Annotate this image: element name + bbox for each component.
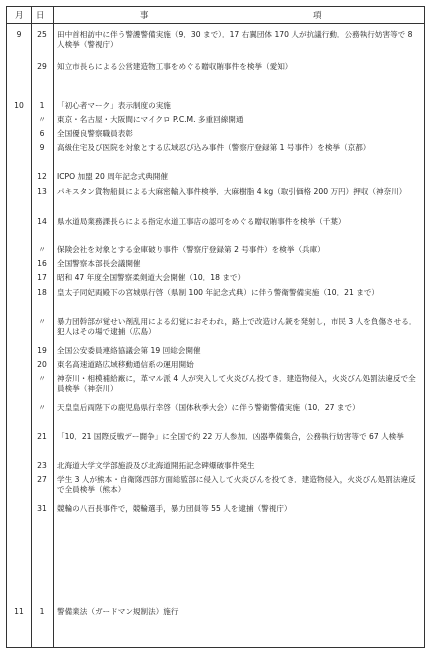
day-cell: 〃 (38, 374, 46, 383)
event-text: 全国警察本部長会議開催 (57, 259, 141, 268)
event-text: 東京・名古屋・大阪間にマイクロ P.C.M. 多重回線開通 (57, 115, 244, 124)
header-month: 月 (15, 11, 24, 21)
day-cell: 19 (37, 346, 47, 355)
event-text: パキスタン貨物船員による大麻密輸入事件検挙．大麻樹脂 4 kg（取引価格 200 万円）押収（神奈川） (57, 187, 407, 196)
event-text: 高級住宅及び医院を対象とする広域忍び込み事件（警察庁登録第 1 号事件）を検挙（京都） (57, 143, 371, 152)
event-text: 学生 3 人が熊本・自衛隊西部方面総監部に侵入して火炎びんを投てき．建造物侵入，火炎びん処罰法違反で全員検挙（熊本） (57, 475, 416, 495)
header-col-a: 事 (140, 11, 149, 21)
day-cell: 21 (37, 432, 47, 441)
day-cell: 29 (37, 62, 47, 71)
day-cell: 9 (39, 143, 45, 152)
day-cell: 17 (37, 273, 47, 282)
event-text: 北海道大学文学部施設及び北海道開拓記念碑爆破事件発生 (57, 461, 255, 470)
day-cell: 〃 (38, 245, 46, 254)
day-cell: 12 (37, 172, 47, 181)
day-cell: 20 (37, 360, 47, 369)
event-text: ICPO 加盟 20 周年記念式典開催 (57, 172, 168, 181)
day-cell: 1 (39, 607, 45, 616)
day-cell: 〃 (38, 115, 46, 124)
day-cell: 25 (37, 30, 47, 39)
day-cell: 16 (37, 259, 47, 268)
event-text: 保険会社を対象とする金庫破り事件（警察庁登録第 2 号事件）を検挙（兵庫） (57, 245, 325, 254)
event-text: 神奈川・相模補給廠に，革マル派 4 人が突入して火炎びん投てき．建造物侵入，火炎びん処罰法違反で全員検挙（神奈川） (57, 374, 416, 394)
day-cell: 〃 (38, 403, 46, 412)
event-text: 競輪の八百長事件で，競輪選手，暴力団員等 55 人を逮捕（警視庁） (57, 504, 292, 513)
day-cell: 18 (37, 288, 47, 297)
event-text: 「10．21 国際反戦デー闘争」に全国で約 22 万人参加．凶器準備集合，公務執行妨害等で 67 人検挙 (57, 432, 404, 441)
event-text: 全国公安委員連絡協議会第 19 回総会開催 (57, 346, 201, 355)
header-col-b: 項 (313, 11, 322, 21)
day-cell: 1 (39, 101, 45, 110)
month-cell: 11 (14, 607, 24, 616)
event-text: 天皇皇后両陛下の鹿児島県行幸啓（国体秋季大会）に伴う警衛警備実施（10．27 まで） (57, 403, 360, 412)
event-text: 東名高速道路広域移動通信系の運用開始 (57, 360, 194, 369)
event-text: 知立市長らによる公営建造物工事をめぐる贈収賄事件を検挙（愛知） (57, 62, 293, 71)
chronology-table (6, 6, 425, 648)
event-text: 「初心者マーク」表示制度の実施 (57, 101, 171, 110)
day-cell: 27 (37, 475, 47, 484)
event-text: 昭和 47 年度全国警察柔剣道大会開催（10．18 まで） (57, 273, 246, 282)
day-cell: 14 (37, 217, 47, 226)
event-text: 皇太子同妃両殿下の宮城県行啓（県制 100 年記念式典）に伴う警衛警備実施（10．21 まで） (57, 288, 380, 297)
table-header (7, 7, 424, 24)
event-text: 暴力団幹部が覚せい剤乱用による幻覚におそわれ，路上で改造けん銃を発射し，市民 3 人を負傷させる．犯人はその場で逮捕（広島） (57, 317, 417, 337)
day-cell: 31 (37, 504, 47, 513)
event-text: 全国優良警察職員表彰 (57, 129, 133, 138)
day-cell: 〃 (38, 317, 46, 326)
day-cell: 13 (37, 187, 47, 196)
day-cell: 23 (37, 461, 47, 470)
column-divider (53, 7, 54, 647)
month-cell: 10 (14, 101, 24, 110)
event-text: 県水道局業務課長らによる指定水道工事店の認可をめぐる贈収賄事件を検挙（千葉） (57, 217, 346, 226)
day-cell: 6 (39, 129, 45, 138)
header-day: 日 (36, 11, 45, 21)
event-text: 警備業法（ガードマン規制法）施行 (57, 607, 179, 616)
month-cell: 9 (16, 30, 22, 39)
event-text: 田中首相訪中に伴う警護警備実施（9．30 まで）．17 右翼団体 170 人が抗議行動．公務執行妨害等で 8 人検挙（警視庁） (57, 30, 413, 50)
